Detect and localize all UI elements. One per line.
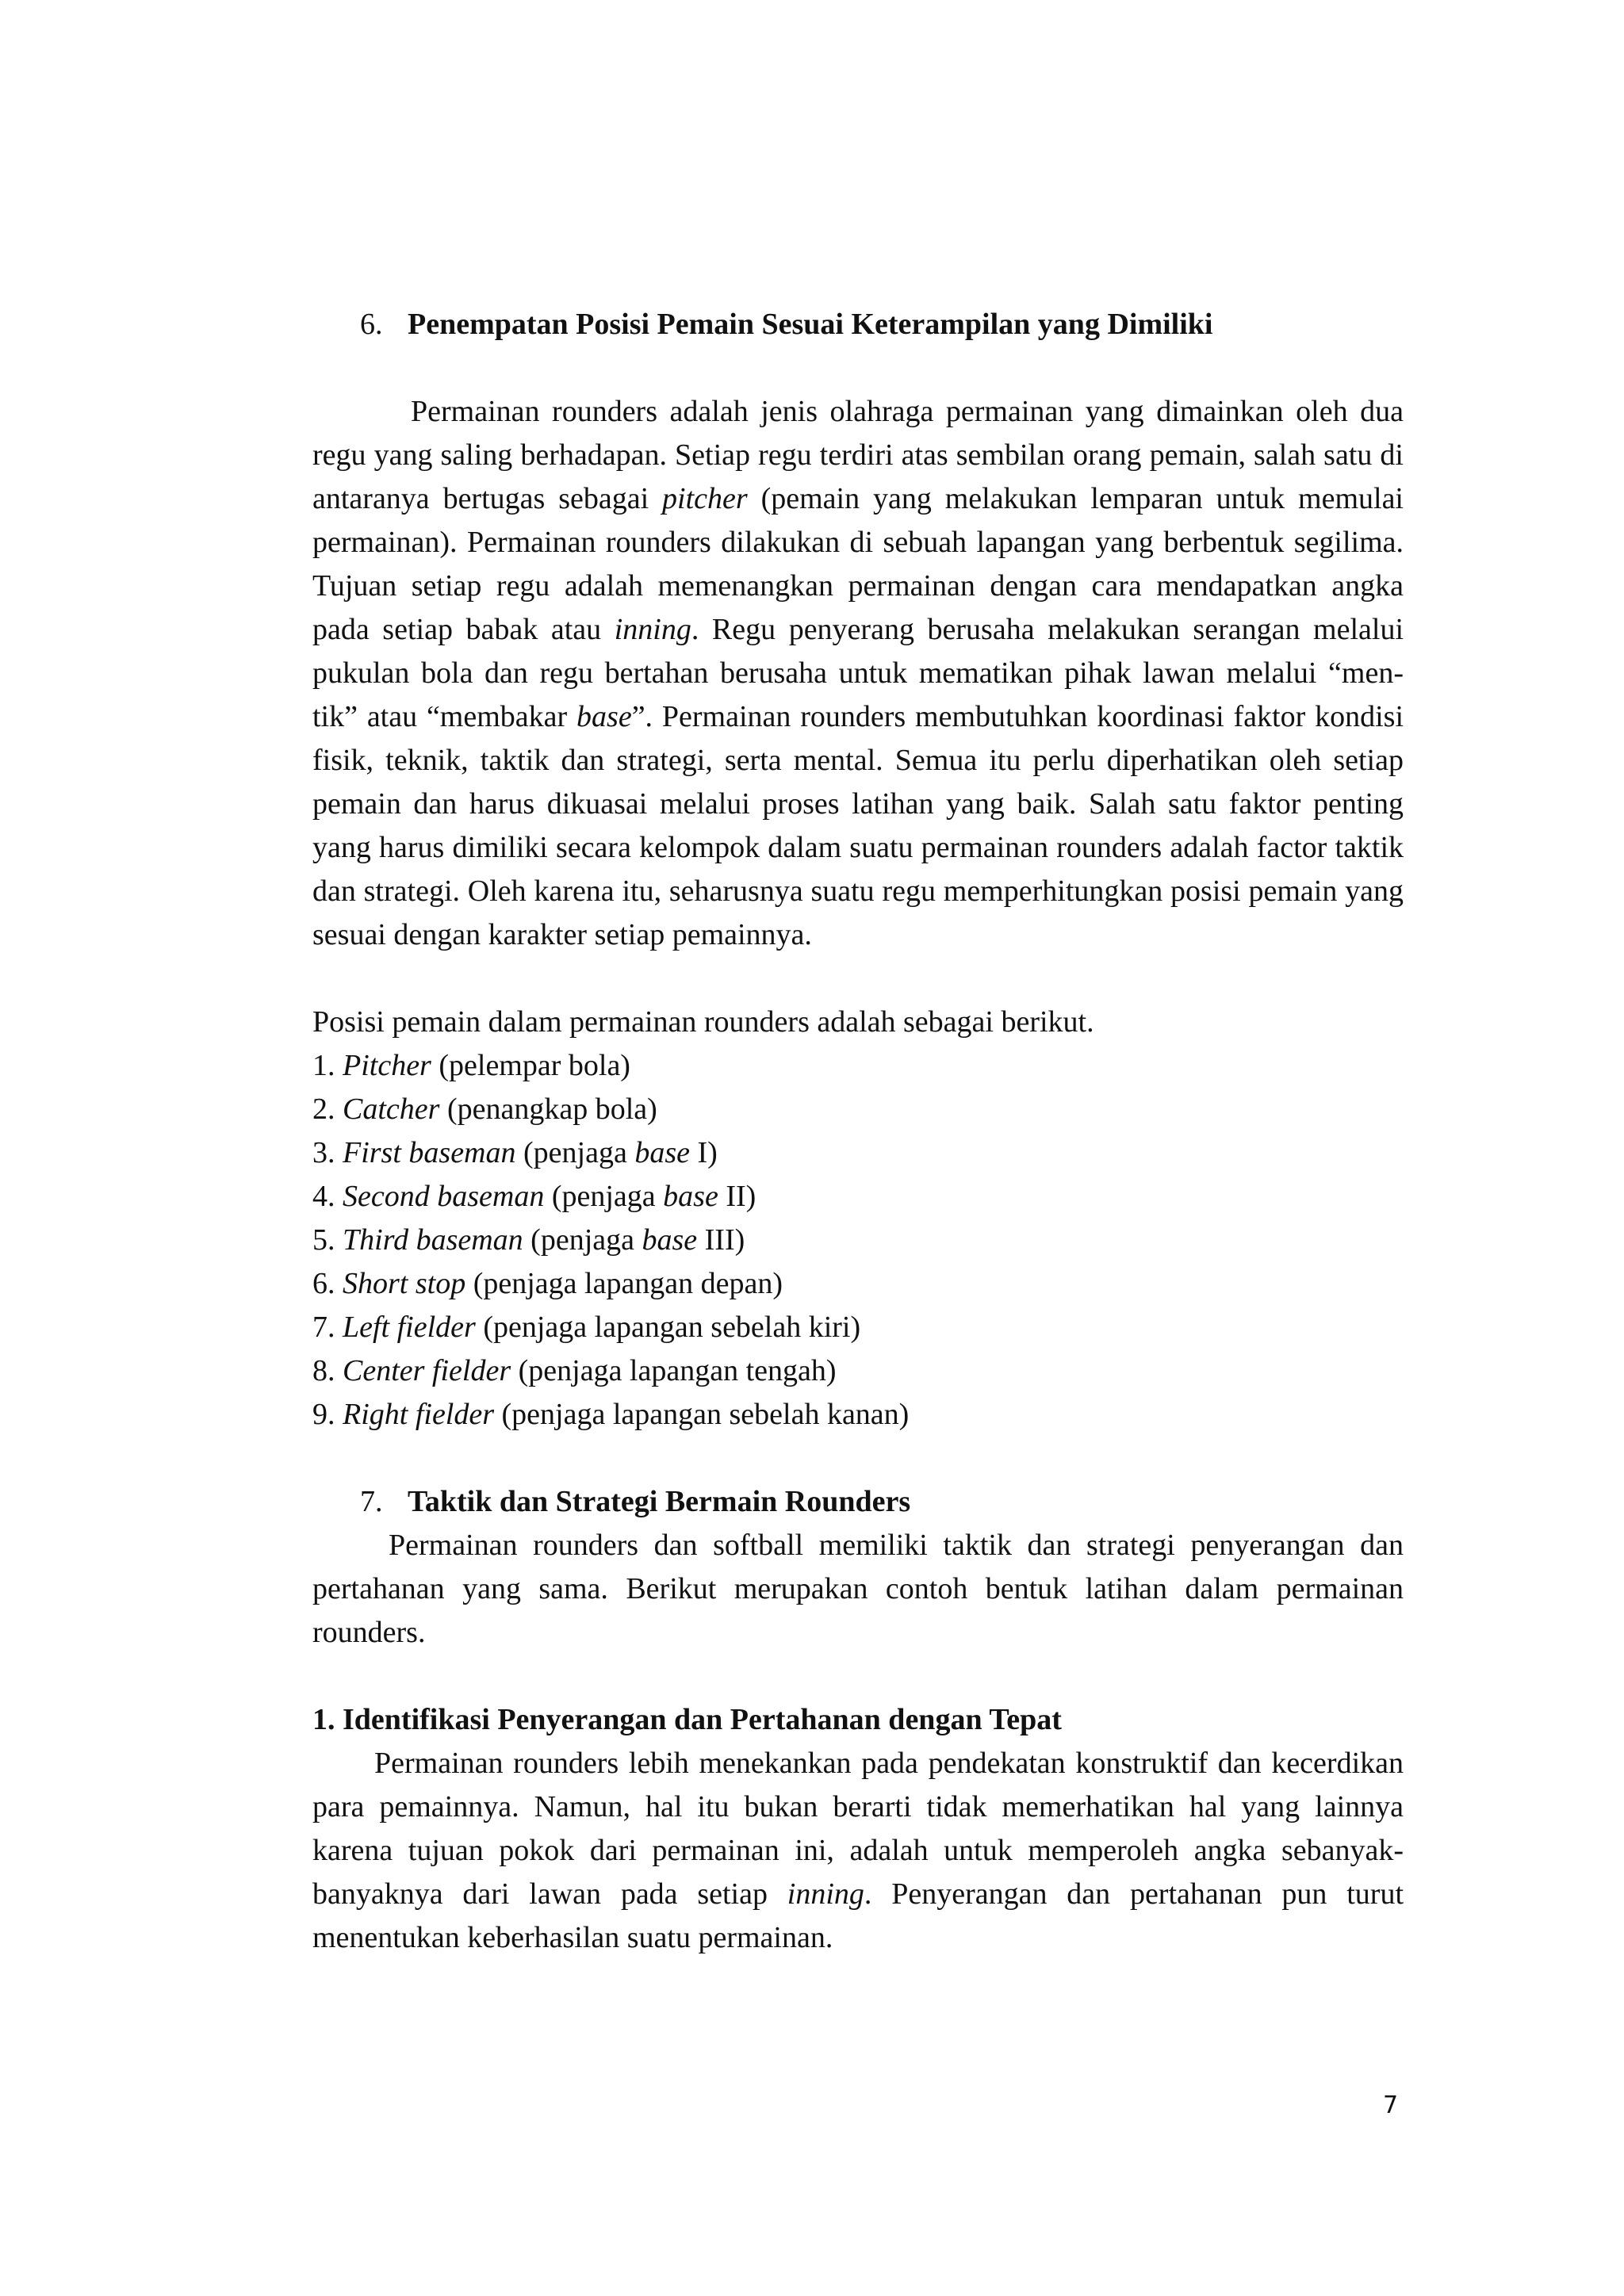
- list-item: [312, 1044, 1404, 1088]
- italic-term: inning: [614, 613, 691, 646]
- list-number: 7.: [312, 1311, 343, 1344]
- list-description: (penangkap bola): [439, 1093, 657, 1126]
- text-run: . Regu penyerang berusaha melakukan serangan melalui pukulan bola dan regu bertahan berusaha untuk mematikan pihak lawan melalui “men-tik” atau “membakar: [312, 613, 1404, 733]
- text-run: . Penyerangan dan pertahanan pun turut menentukan keberhasilan suatu permainan.: [312, 1877, 1404, 1954]
- list-item: [312, 1088, 1404, 1131]
- list-item: [312, 1306, 1404, 1349]
- list-item: [312, 1349, 1404, 1393]
- list-number: 9.: [312, 1398, 343, 1431]
- italic-term: Left fielder: [343, 1311, 476, 1344]
- list-description: (pelempar bola): [431, 1049, 630, 1082]
- text-run: Permainan rounders lebih menekankan pada pendekatan konstruktif dan kecerdikan para pemainnya. Namun, hal itu bukan berarti tidak memerhatikan hal yang lainnya karena tujuan pokok dari permainan ini, adalah untuk memperoleh angka sebanyak-banyaknya dari lawan pada setiap: [312, 1747, 1404, 1911]
- section-7-title: Taktik dan Strategi Bermain Rounders: [408, 1485, 911, 1518]
- list-number: 2.: [312, 1093, 343, 1126]
- list-number: 6.: [312, 1267, 343, 1300]
- positions-list: [312, 1044, 1404, 1437]
- section-7-paragraph: Permainan rounders dan softball memiliki taktik dan strategi penyerangan dan pertahanan yang sama. Berikut merupakan contoh bentuk latihan dalam permainan rounders.: [312, 1529, 1404, 1649]
- list-description: III): [697, 1223, 745, 1257]
- list-description: (penjaga lapangan tengah): [511, 1354, 837, 1387]
- italic-term: Catcher: [343, 1093, 440, 1126]
- text-run: (pemain yang melakukan lemparan untuk memulai permainan). Permainan rounders dilakukan di sebuah lapangan yang berbentuk segilima. Tujuan setiap regu adalah memenangkan permainan dengan cara mendapatkan angka pada setiap babak atau: [312, 482, 1404, 646]
- list-number: 5.: [312, 1223, 343, 1257]
- text-run: ”. Permainan rounders membutuhkan koordinasi faktor kondisi fisik, teknik, taktik dan strategi, serta mental. Semua itu perlu diperhatikan oleh setiap pemain dan harus dikuasai melalui proses latihan yang baik. Salah satu faktor penting yang harus dimiliki secara kelompok dalam suatu permainan rounders adalah factor taktik dan strategi. Oleh karena itu, seharusnya suatu regu memperhitungkan posisi pemain yang sesuai dengan karakter setiap pemainnya.: [312, 700, 1404, 951]
- list-description: (penjaga: [523, 1223, 642, 1257]
- section-6-heading: [360, 303, 1404, 346]
- italic-term: Third baseman: [343, 1223, 523, 1257]
- italic-term: Center fielder: [343, 1354, 511, 1387]
- italic-term: base: [642, 1223, 698, 1257]
- italic-term: Pitcher: [343, 1049, 431, 1082]
- page-number: 7: [1383, 2091, 1399, 2119]
- list-item: [312, 1262, 1404, 1306]
- list-item: [312, 1219, 1404, 1262]
- italic-term: Short stop: [343, 1267, 466, 1300]
- section-7-number: 7.: [360, 1485, 383, 1518]
- list-number: 3.: [312, 1136, 343, 1169]
- italic-term: base: [576, 700, 632, 733]
- list-description: (penjaga lapangan sebelah kiri): [475, 1311, 861, 1344]
- section-6-number: 6.: [360, 308, 383, 341]
- list-description: II): [718, 1180, 756, 1213]
- section-6-paragraph: [312, 390, 1404, 957]
- list-description: (penjaga: [515, 1136, 635, 1169]
- italic-term: Right fielder: [343, 1398, 495, 1431]
- section-6-title: Penempatan Posisi Pemain Sesuai Keterampilan yang Dimiliki: [408, 308, 1213, 341]
- text-run: Permainan rounders adalah jenis olahraga permainan yang dimainkan oleh dua regu yang saling berhadapan. Setiap regu terdiri atas sembilan orang pemain, salah satu di antaranya bertugas sebagai: [312, 395, 1404, 515]
- italic-term: inning: [787, 1877, 864, 1911]
- list-description: I): [689, 1136, 718, 1169]
- italic-term: base: [634, 1136, 690, 1169]
- list-number: 4.: [312, 1180, 343, 1213]
- italic-term: base: [663, 1180, 718, 1213]
- positions-intro: Posisi pemain dalam permainan rounders adalah sebagai berikut.: [312, 1005, 1094, 1039]
- list-number: 1.: [312, 1049, 343, 1082]
- list-item: [312, 1175, 1404, 1219]
- subsection-1-heading: 1. Identifikasi Penyerangan dan Pertahanan dengan Tepat: [312, 1703, 1062, 1736]
- list-item: [312, 1393, 1404, 1437]
- list-description: (penjaga lapangan depan): [465, 1267, 783, 1300]
- list-item: [312, 1131, 1404, 1175]
- italic-term: Second baseman: [343, 1180, 545, 1213]
- page-content: [312, 303, 1404, 1960]
- list-description: (penjaga: [544, 1180, 664, 1213]
- italic-term: pitcher: [662, 482, 748, 515]
- section-7-heading: [360, 1480, 1404, 1524]
- list-number: 8.: [312, 1354, 343, 1387]
- italic-term: First baseman: [343, 1136, 516, 1169]
- list-description: (penjaga lapangan sebelah kanan): [494, 1398, 910, 1431]
- subsection-1-paragraph: [312, 1742, 1404, 1960]
